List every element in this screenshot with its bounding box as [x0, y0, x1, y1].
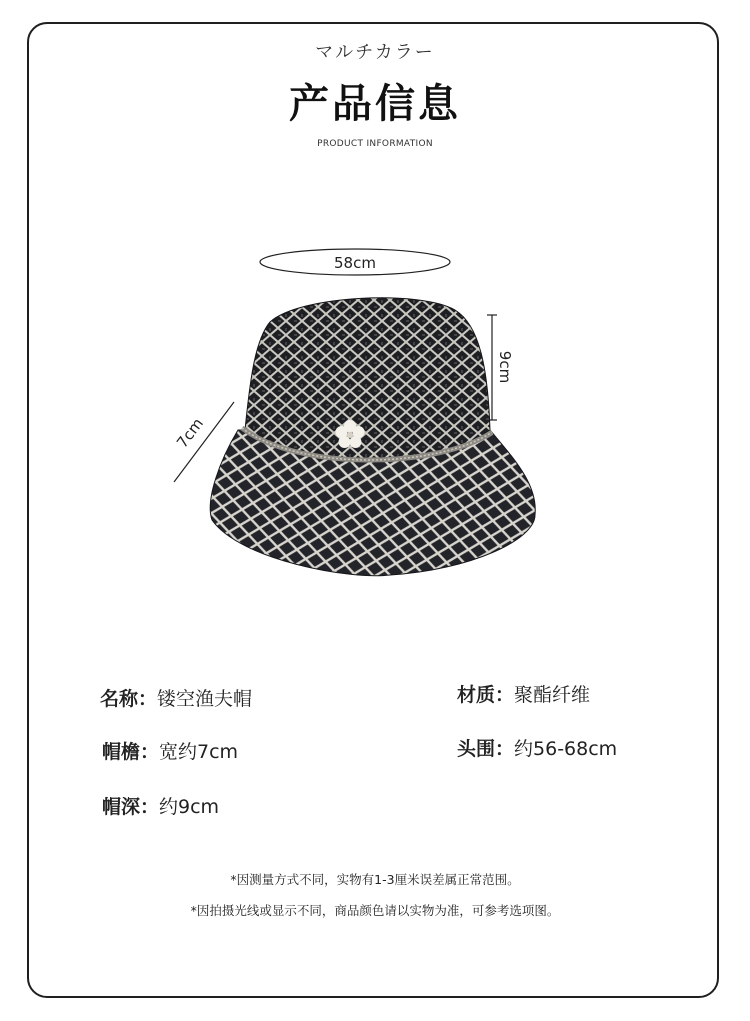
spec-head-label: 头围： — [457, 738, 515, 760]
note-color: *因拍摄光线或显示不同，商品颜色请以实物为准，可参考选项图。 — [190, 903, 560, 918]
spec-head-value: 约56-68cm — [514, 738, 618, 760]
hat-illustration — [150, 230, 600, 590]
spec-depth-value: 约9cm — [159, 796, 220, 818]
page-title-english: PRODUCT INFORMATION — [317, 139, 433, 149]
product-diagram — [150, 230, 600, 590]
circumference-label: 58cm — [334, 254, 376, 272]
spec-name-value: 镂空渔夫帽 — [157, 688, 253, 710]
spec-name-label: 名称： — [100, 688, 158, 710]
brim-label: 7cm — [173, 414, 207, 452]
spec-material-label: 材质： — [457, 684, 515, 706]
spec-brim-value: 宽约7cm — [159, 741, 239, 763]
spec-depth-label: 帽深： — [102, 796, 160, 818]
note-measurement: *因测量方式不同，实物有1-3厘米误差属正常范围。 — [230, 872, 520, 887]
page-title: 产品信息 — [289, 81, 461, 127]
spec-brim — [102, 737, 238, 764]
spec-brim-label: 帽檐： — [102, 741, 160, 763]
height-label: 9cm — [496, 350, 514, 384]
hat-crown — [245, 298, 490, 458]
subtitle: マルチカラー — [315, 42, 435, 63]
spec-material-value: 聚酯纤维 — [514, 684, 591, 706]
spec-material — [457, 680, 590, 707]
spec-depth — [102, 792, 219, 819]
spec-name — [100, 684, 252, 711]
spec-head — [457, 734, 617, 761]
